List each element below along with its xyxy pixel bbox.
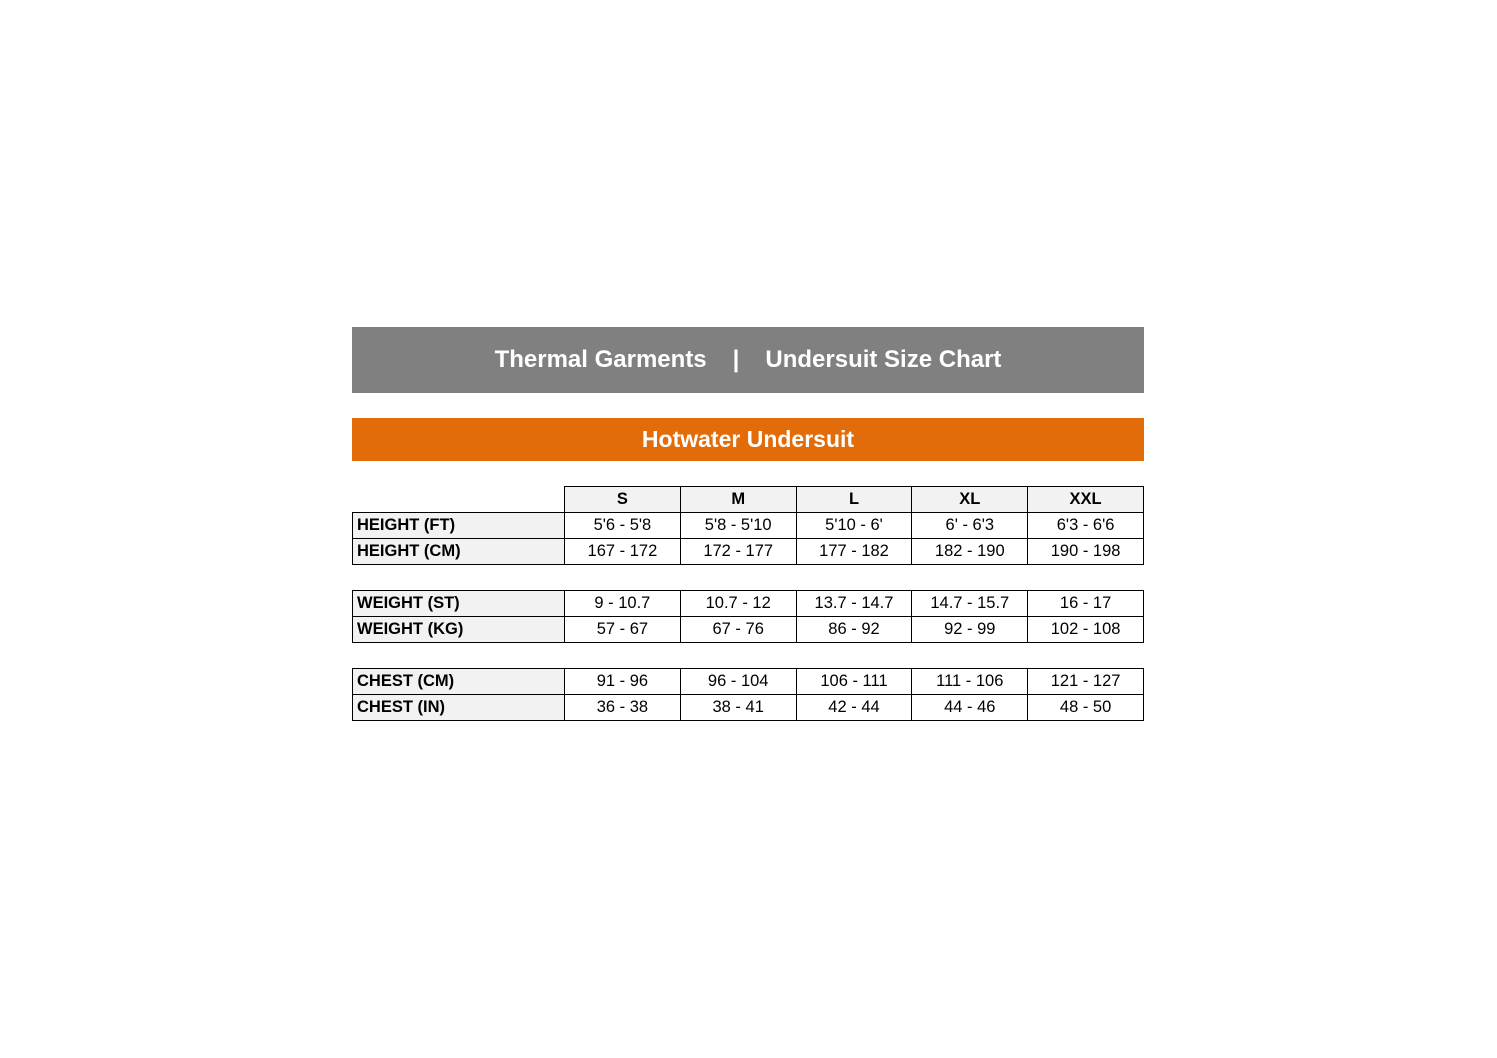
product-name: Hotwater Undersuit: [641, 426, 855, 452]
group-spacer: [353, 565, 1144, 591]
chart-title: Undersuit Size Chart: [765, 346, 1002, 373]
table-cell: 177 - 182: [796, 539, 912, 565]
size-header-cell: M: [680, 487, 796, 513]
header-blank-cell: [353, 487, 565, 513]
table-cell: 38 - 41: [680, 695, 796, 721]
table-cell: 167 - 172: [565, 539, 681, 565]
table-cell: 96 - 104: [680, 669, 796, 695]
size-header-row: [353, 487, 1144, 513]
table-cell: 36 - 38: [565, 695, 681, 721]
row-label: CHEST (CM): [353, 669, 565, 695]
size-chart-page: [352, 327, 1144, 721]
table-row: [353, 513, 1144, 539]
table-cell: 42 - 44: [796, 695, 912, 721]
table-cell: 172 - 177: [680, 539, 796, 565]
table-cell: 182 - 190: [912, 539, 1028, 565]
size-header-cell: S: [565, 487, 681, 513]
row-label: HEIGHT (FT): [353, 513, 565, 539]
size-table: [352, 486, 1144, 721]
table-cell: 121 - 127: [1028, 669, 1144, 695]
table-cell: 16 - 17: [1028, 591, 1144, 617]
table-row: [353, 669, 1144, 695]
table-cell: 10.7 - 12: [680, 591, 796, 617]
product-title-bar: [352, 418, 1144, 461]
table-cell: 111 - 106: [912, 669, 1028, 695]
row-label: WEIGHT (ST): [353, 591, 565, 617]
brand-title: Thermal Garments: [494, 346, 707, 373]
table-cell: 44 - 46: [912, 695, 1028, 721]
size-header-cell: L: [796, 487, 912, 513]
row-label: HEIGHT (CM): [353, 539, 565, 565]
table-cell: 5'6 - 5'8: [565, 513, 681, 539]
table-cell: 6'3 - 6'6: [1028, 513, 1144, 539]
table-cell: 67 - 76: [680, 617, 796, 643]
table-cell: 91 - 96: [565, 669, 681, 695]
page-title-bar: [352, 327, 1144, 393]
group-spacer: [353, 643, 1144, 669]
table-cell: 190 - 198: [1028, 539, 1144, 565]
table-cell: 102 - 108: [1028, 617, 1144, 643]
table-cell: 86 - 92: [796, 617, 912, 643]
size-header-cell: XL: [912, 487, 1028, 513]
table-cell: 6' - 6'3: [912, 513, 1028, 539]
table-cell: 5'10 - 6': [796, 513, 912, 539]
table-cell: 14.7 - 15.7: [912, 591, 1028, 617]
table-cell: 48 - 50: [1028, 695, 1144, 721]
table-row: [353, 591, 1144, 617]
table-cell: 92 - 99: [912, 617, 1028, 643]
row-label: WEIGHT (KG): [353, 617, 565, 643]
table-cell: 13.7 - 14.7: [796, 591, 912, 617]
size-header-cell: XXL: [1028, 487, 1144, 513]
table-cell: 106 - 111: [796, 669, 912, 695]
table-row: [353, 617, 1144, 643]
table-cell: 57 - 67: [565, 617, 681, 643]
table-cell: 9 - 10.7: [565, 591, 681, 617]
title-separator: |: [732, 346, 740, 373]
row-label: CHEST (IN): [353, 695, 565, 721]
table-row: [353, 695, 1144, 721]
table-cell: 5'8 - 5'10: [680, 513, 796, 539]
table-row: [353, 539, 1144, 565]
